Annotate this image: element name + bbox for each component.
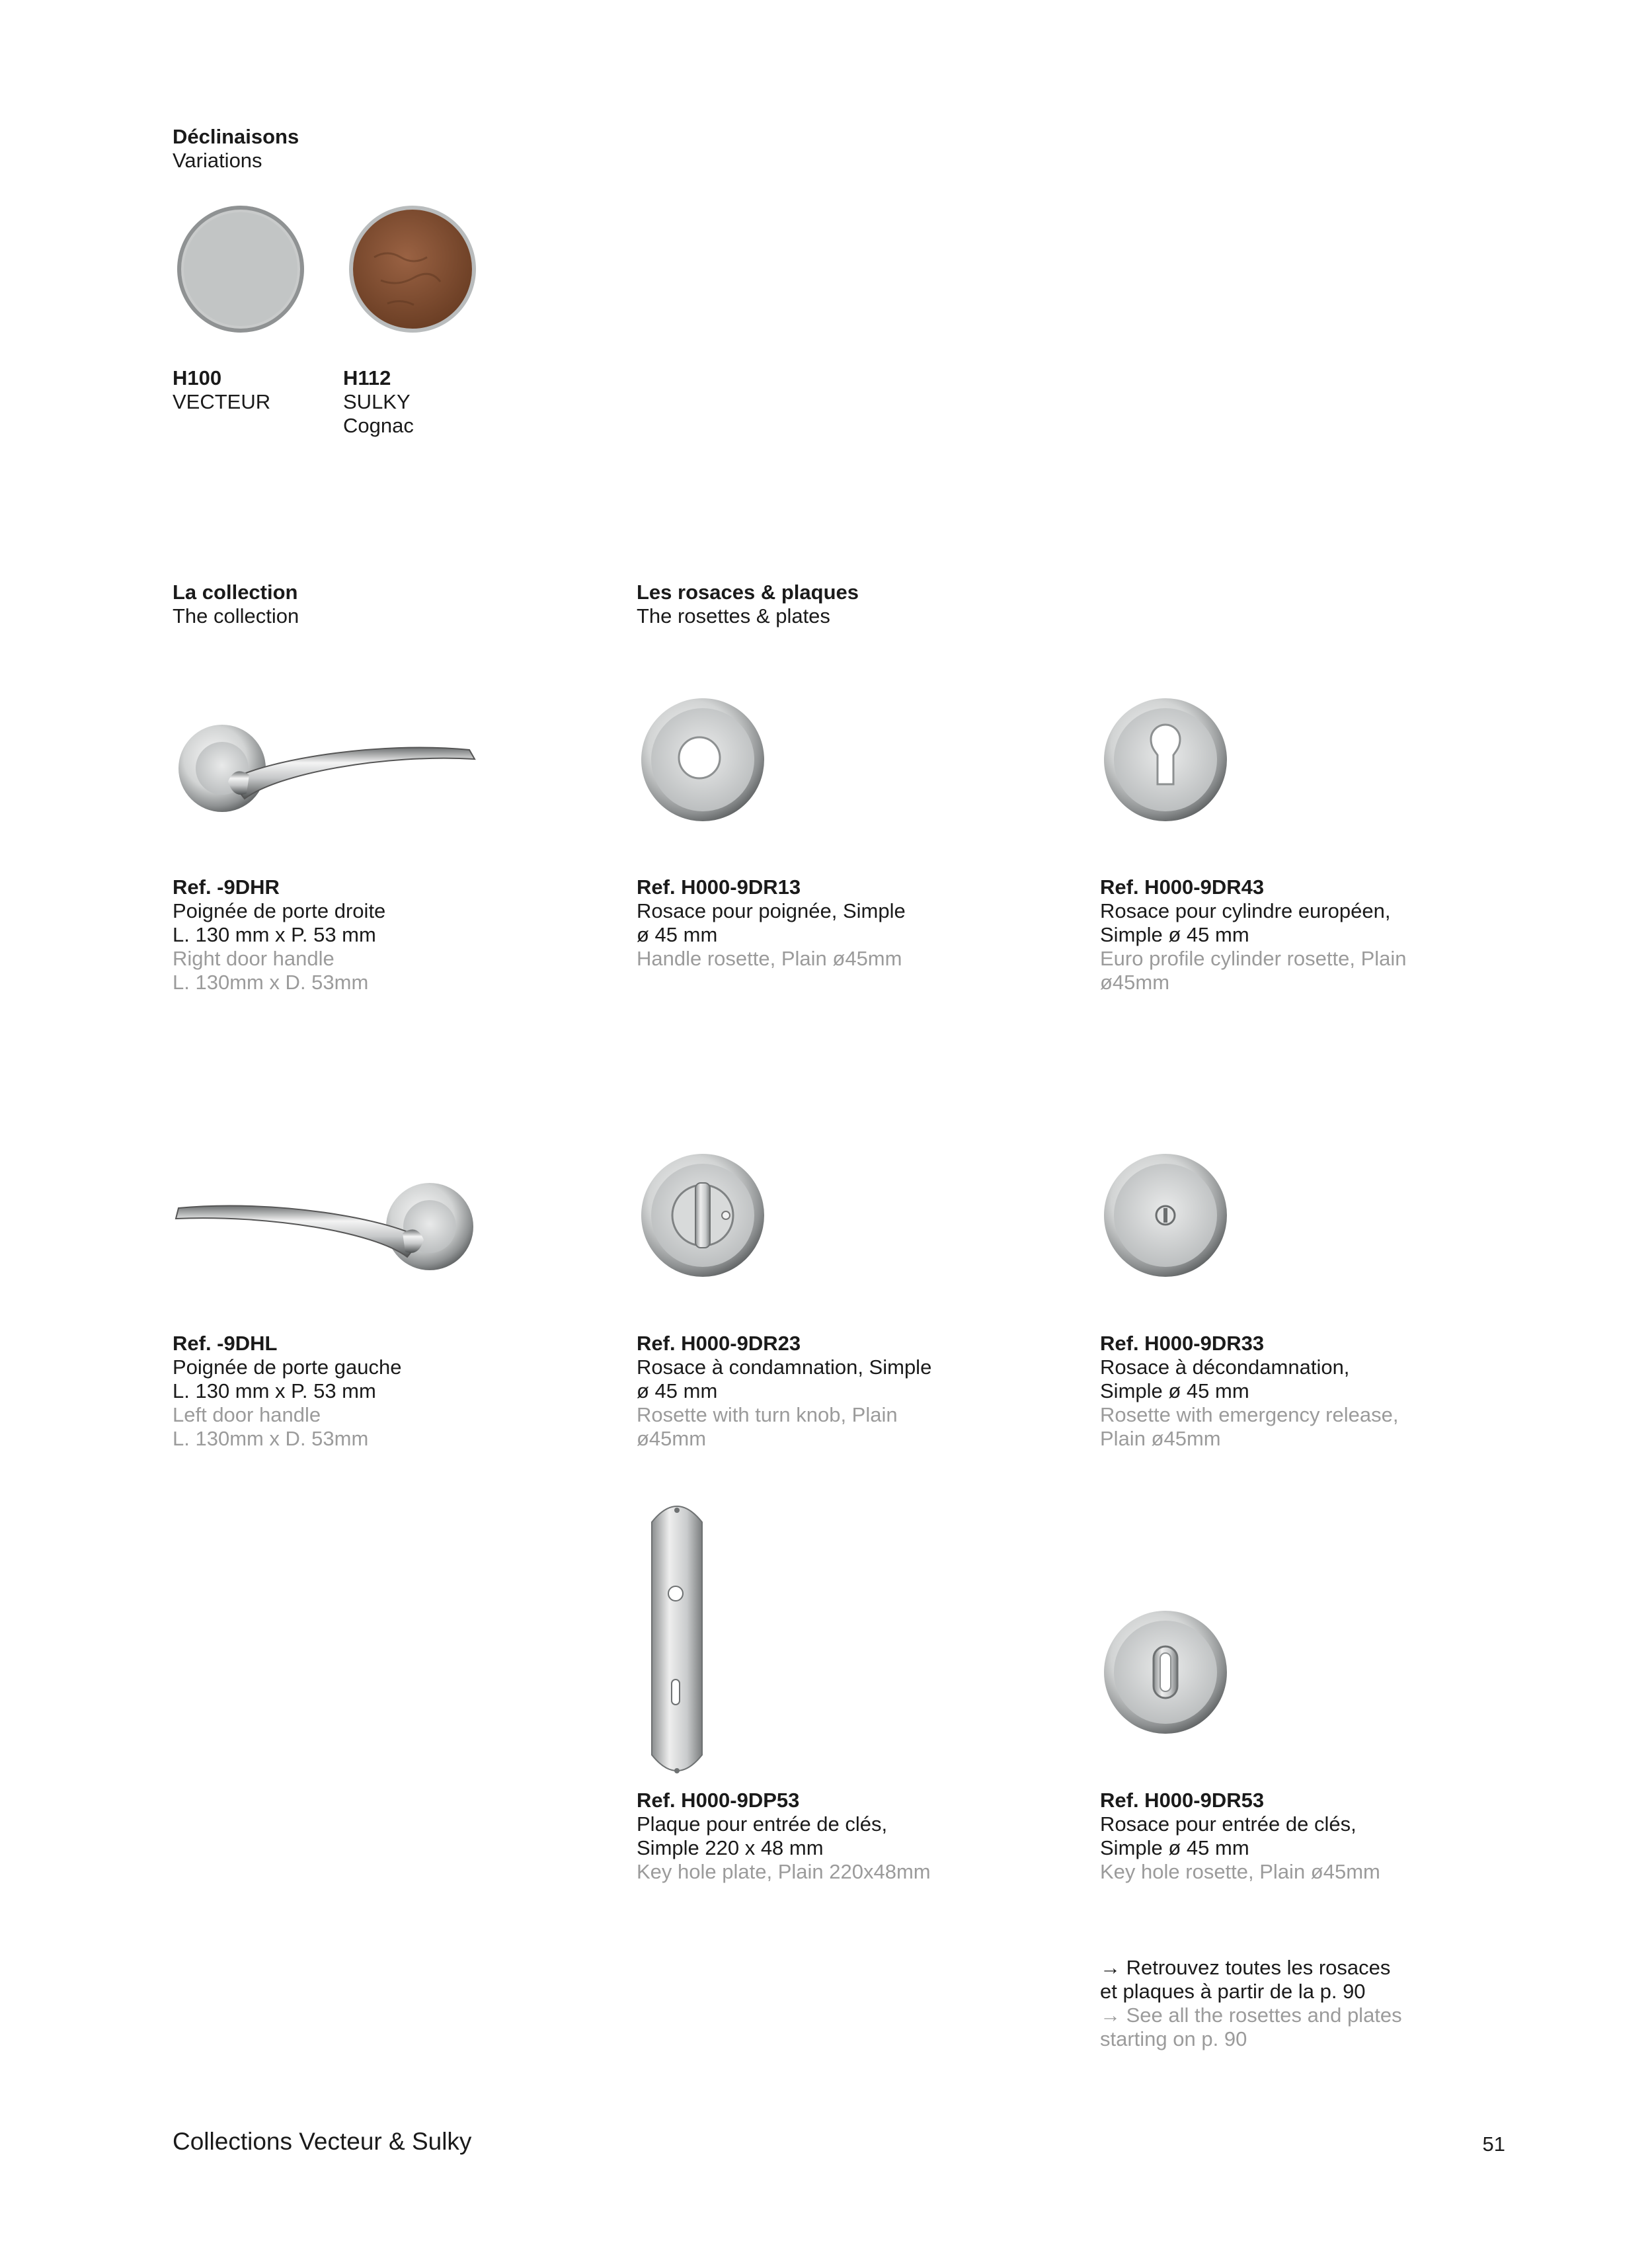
product-dhr-fr2: L. 130 mm x P. 53 mm bbox=[173, 923, 376, 946]
product-dhr bbox=[173, 875, 385, 994]
note-en2: starting on p. 90 bbox=[1100, 2027, 1247, 2050]
product-dr43 bbox=[1100, 875, 1407, 994]
product-dr53-ref: Ref. H000-9DR53 bbox=[1100, 1789, 1265, 1812]
page-number: 51 bbox=[1482, 2132, 1505, 2156]
rosettes-subtitle: The rosettes & plates bbox=[637, 604, 830, 628]
product-dr33-en2: Plain ø45mm bbox=[1100, 1427, 1221, 1450]
variations-title: Déclinaisons bbox=[173, 125, 299, 148]
collection-title: La collection bbox=[173, 581, 298, 604]
footer-title: Collections Vecteur & Sulky bbox=[173, 2128, 472, 2155]
product-dr23-fr2: ø 45 mm bbox=[637, 1379, 718, 1402]
product-dr13 bbox=[637, 875, 906, 971]
product-dr53-fr1: Rosace pour entrée de clés, bbox=[1100, 1812, 1357, 1836]
product-dhl-ref: Ref. -9DHL bbox=[173, 1332, 278, 1355]
variations-subtitle: Variations bbox=[173, 149, 262, 172]
swatch-h100-name: VECTEUR bbox=[173, 390, 271, 413]
product-dhr-en1: Right door handle bbox=[173, 947, 334, 970]
right-handle-image bbox=[178, 721, 483, 817]
product-dr23-ref: Ref. H000-9DR23 bbox=[637, 1332, 801, 1355]
product-dhl-en1: Left door handle bbox=[173, 1403, 321, 1426]
product-dr33-fr1: Rosace à décondamnation, bbox=[1100, 1356, 1350, 1379]
collection-header bbox=[173, 581, 299, 628]
rosettes-header bbox=[637, 581, 859, 628]
rosette-dr13-image bbox=[640, 697, 766, 823]
rosette-dr33-image bbox=[1103, 1153, 1228, 1278]
product-dp53-en1: Key hole plate, Plain 220x48mm bbox=[637, 1860, 931, 1883]
swatch-h100 bbox=[173, 366, 270, 414]
swatch-h112-code: H112 bbox=[343, 366, 391, 389]
product-dr43-en2: ø45mm bbox=[1100, 971, 1170, 994]
product-dr33-ref: Ref. H000-9DR33 bbox=[1100, 1332, 1265, 1355]
product-dhr-ref: Ref. -9DHR bbox=[173, 875, 280, 899]
swatch-h112-name: SULKY bbox=[343, 390, 411, 413]
product-dr43-fr2: Simple ø 45 mm bbox=[1100, 923, 1249, 946]
product-dr53-fr2: Simple ø 45 mm bbox=[1100, 1836, 1249, 1859]
note-fr1: → Retrouvez toutes les rosaces bbox=[1100, 1956, 1391, 1979]
product-dr13-ref: Ref. H000-9DR13 bbox=[637, 875, 801, 899]
product-dhl-fr2: L. 130 mm x P. 53 mm bbox=[173, 1379, 376, 1402]
product-dr43-ref: Ref. H000-9DR43 bbox=[1100, 875, 1265, 899]
swatch-h100-code: H100 bbox=[173, 366, 222, 389]
product-dhl-fr1: Poignée de porte gauche bbox=[173, 1356, 402, 1379]
swatch-h112 bbox=[343, 366, 414, 438]
variations-header bbox=[173, 125, 299, 173]
product-dr33-en1: Rosette with emergency release, bbox=[1100, 1403, 1399, 1426]
product-dr13-fr1: Rosace pour poignée, Simple bbox=[637, 899, 906, 922]
product-dr53-en1: Key hole rosette, Plain ø45mm bbox=[1100, 1860, 1380, 1883]
product-dr23 bbox=[637, 1332, 931, 1451]
product-dp53-fr1: Plaque pour entrée de clés, bbox=[637, 1812, 888, 1836]
product-dp53 bbox=[637, 1789, 931, 1884]
product-dr13-fr2: ø 45 mm bbox=[637, 923, 718, 946]
swatch-h112-image bbox=[348, 204, 477, 334]
product-dr43-en1: Euro profile cylinder rosette, Plain bbox=[1100, 947, 1407, 970]
product-dhl bbox=[173, 1332, 401, 1451]
note-fr2: et plaques à partir de la p. 90 bbox=[1100, 1980, 1366, 2003]
plate-dp53-image bbox=[644, 1496, 710, 1785]
product-dp53-fr2: Simple 220 x 48 mm bbox=[637, 1836, 824, 1859]
product-dr53 bbox=[1100, 1789, 1380, 1884]
rosettes-note bbox=[1100, 1956, 1402, 2051]
rosette-dr43-image bbox=[1103, 697, 1228, 823]
swatch-h112-finish: Cognac bbox=[343, 414, 414, 437]
product-dr23-en1: Rosette with turn knob, Plain bbox=[637, 1403, 898, 1426]
product-dr33-fr2: Simple ø 45 mm bbox=[1100, 1379, 1249, 1402]
product-dr23-fr1: Rosace à condamnation, Simple bbox=[637, 1356, 932, 1379]
product-dhl-en2: L. 130mm x D. 53mm bbox=[173, 1427, 369, 1450]
product-dr43-fr1: Rosace pour cylindre européen, bbox=[1100, 899, 1391, 922]
collection-subtitle: The collection bbox=[173, 604, 299, 628]
product-dp53-ref: Ref. H000-9DP53 bbox=[637, 1789, 800, 1812]
swatch-h100-image bbox=[176, 204, 305, 334]
product-dhr-fr1: Poignée de porte droite bbox=[173, 899, 386, 922]
product-dr13-en1: Handle rosette, Plain ø45mm bbox=[637, 947, 902, 970]
product-dr33 bbox=[1100, 1332, 1398, 1451]
note-en1: → See all the rosettes and plates bbox=[1100, 2004, 1402, 2027]
rosette-dr23-image bbox=[640, 1153, 766, 1278]
left-handle-image bbox=[173, 1179, 474, 1275]
rosettes-title: Les rosaces & plaques bbox=[637, 581, 859, 604]
product-dr23-en2: ø45mm bbox=[637, 1427, 707, 1450]
rosette-dr53-image bbox=[1103, 1609, 1228, 1735]
product-dhr-en2: L. 130mm x D. 53mm bbox=[173, 971, 369, 994]
